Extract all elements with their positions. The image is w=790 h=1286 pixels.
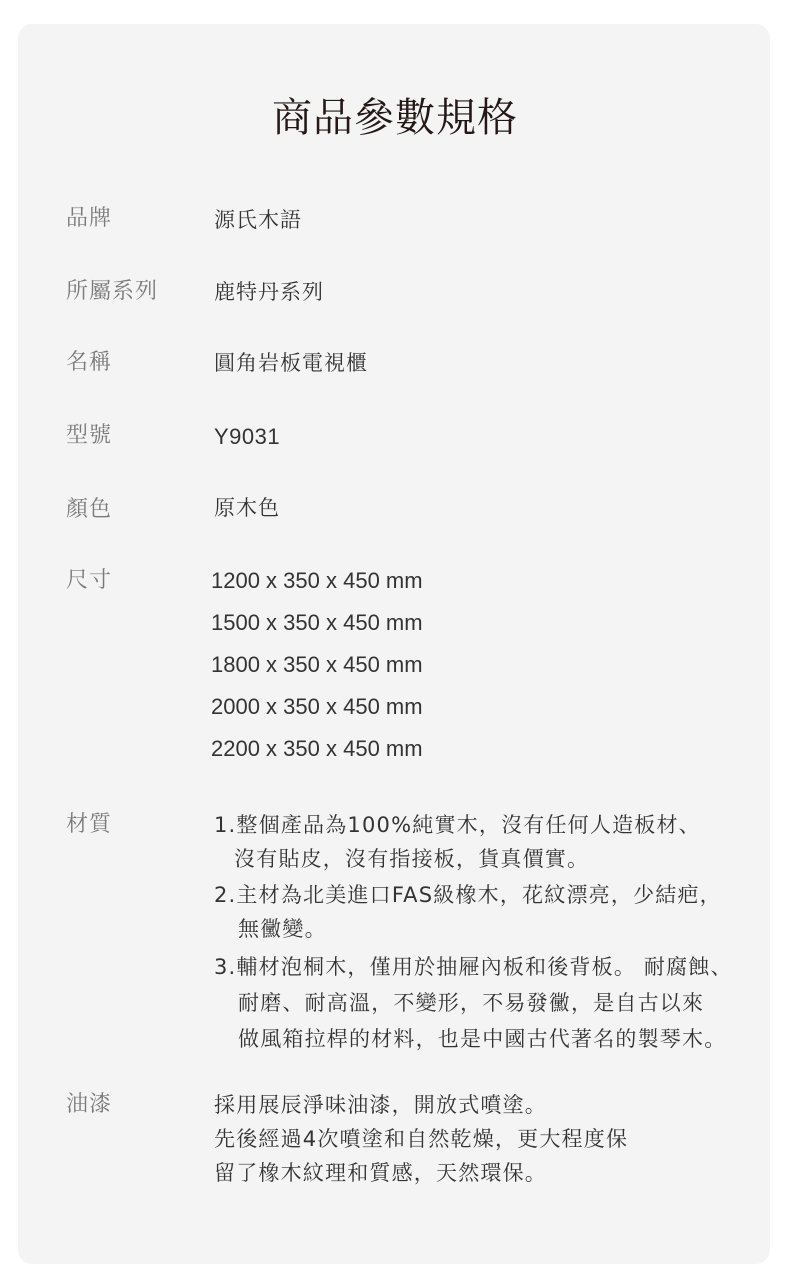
size-value: 1500 x 350 x 450 mm [211, 610, 423, 635]
page-title: 商品參數規格 [272, 95, 518, 141]
finish-label: 油漆 [66, 1092, 113, 1117]
material-label: 材質 [66, 812, 113, 837]
brand-label: 品牌 [66, 206, 113, 231]
size-value: 1200 x 350 x 450 mm [211, 568, 423, 593]
series-label: 所屬系列 [66, 279, 159, 304]
brand-value: 源氏木語 [214, 208, 302, 232]
size-label: 尺寸 [66, 568, 113, 593]
size-value: 2000 x 350 x 450 mm [211, 694, 423, 719]
material-line: 2.主材為北美進口FAS級橡木，花紋漂亮，少結疤， [214, 883, 722, 907]
color-value: 原木色 [214, 496, 280, 520]
finish-line: 先後經過4次噴塗和自然乾燥，更大程度保 [214, 1127, 629, 1151]
series-value: 鹿特丹系列 [214, 280, 324, 304]
material-line: 耐磨、耐高溫，不變形，不易發黴，是自古以來 [238, 991, 705, 1015]
size-value: 1800 x 350 x 450 mm [211, 652, 423, 677]
material-line: 1.整個產品為100%純實木，沒有任何人造板材、 [214, 813, 701, 837]
material-line: 3.輔材泡桐木，僅用於抽屜內板和後背板。 耐腐蝕、 [214, 955, 733, 979]
material-line: 無黴變。 [238, 917, 327, 941]
color-label: 顏色 [66, 497, 113, 522]
size-value: 2200 x 350 x 450 mm [211, 736, 423, 761]
name-value: 圓角岩板電視櫃 [214, 351, 368, 375]
material-line: 做風箱拉桿的材料，也是中國古代著名的製琴木。 [238, 1027, 727, 1051]
spec-card [18, 24, 770, 1264]
model-value: Y9031 [214, 424, 281, 449]
model-label: 型號 [66, 423, 113, 448]
finish-line: 採用展辰淨味油漆，開放式噴塗。 [214, 1093, 547, 1117]
name-label: 名稱 [66, 350, 113, 375]
finish-line: 留了橡木紋理和質感，天然環保。 [214, 1161, 547, 1185]
material-line: 沒有貼皮，沒有指接板，貨真價實。 [234, 847, 590, 871]
